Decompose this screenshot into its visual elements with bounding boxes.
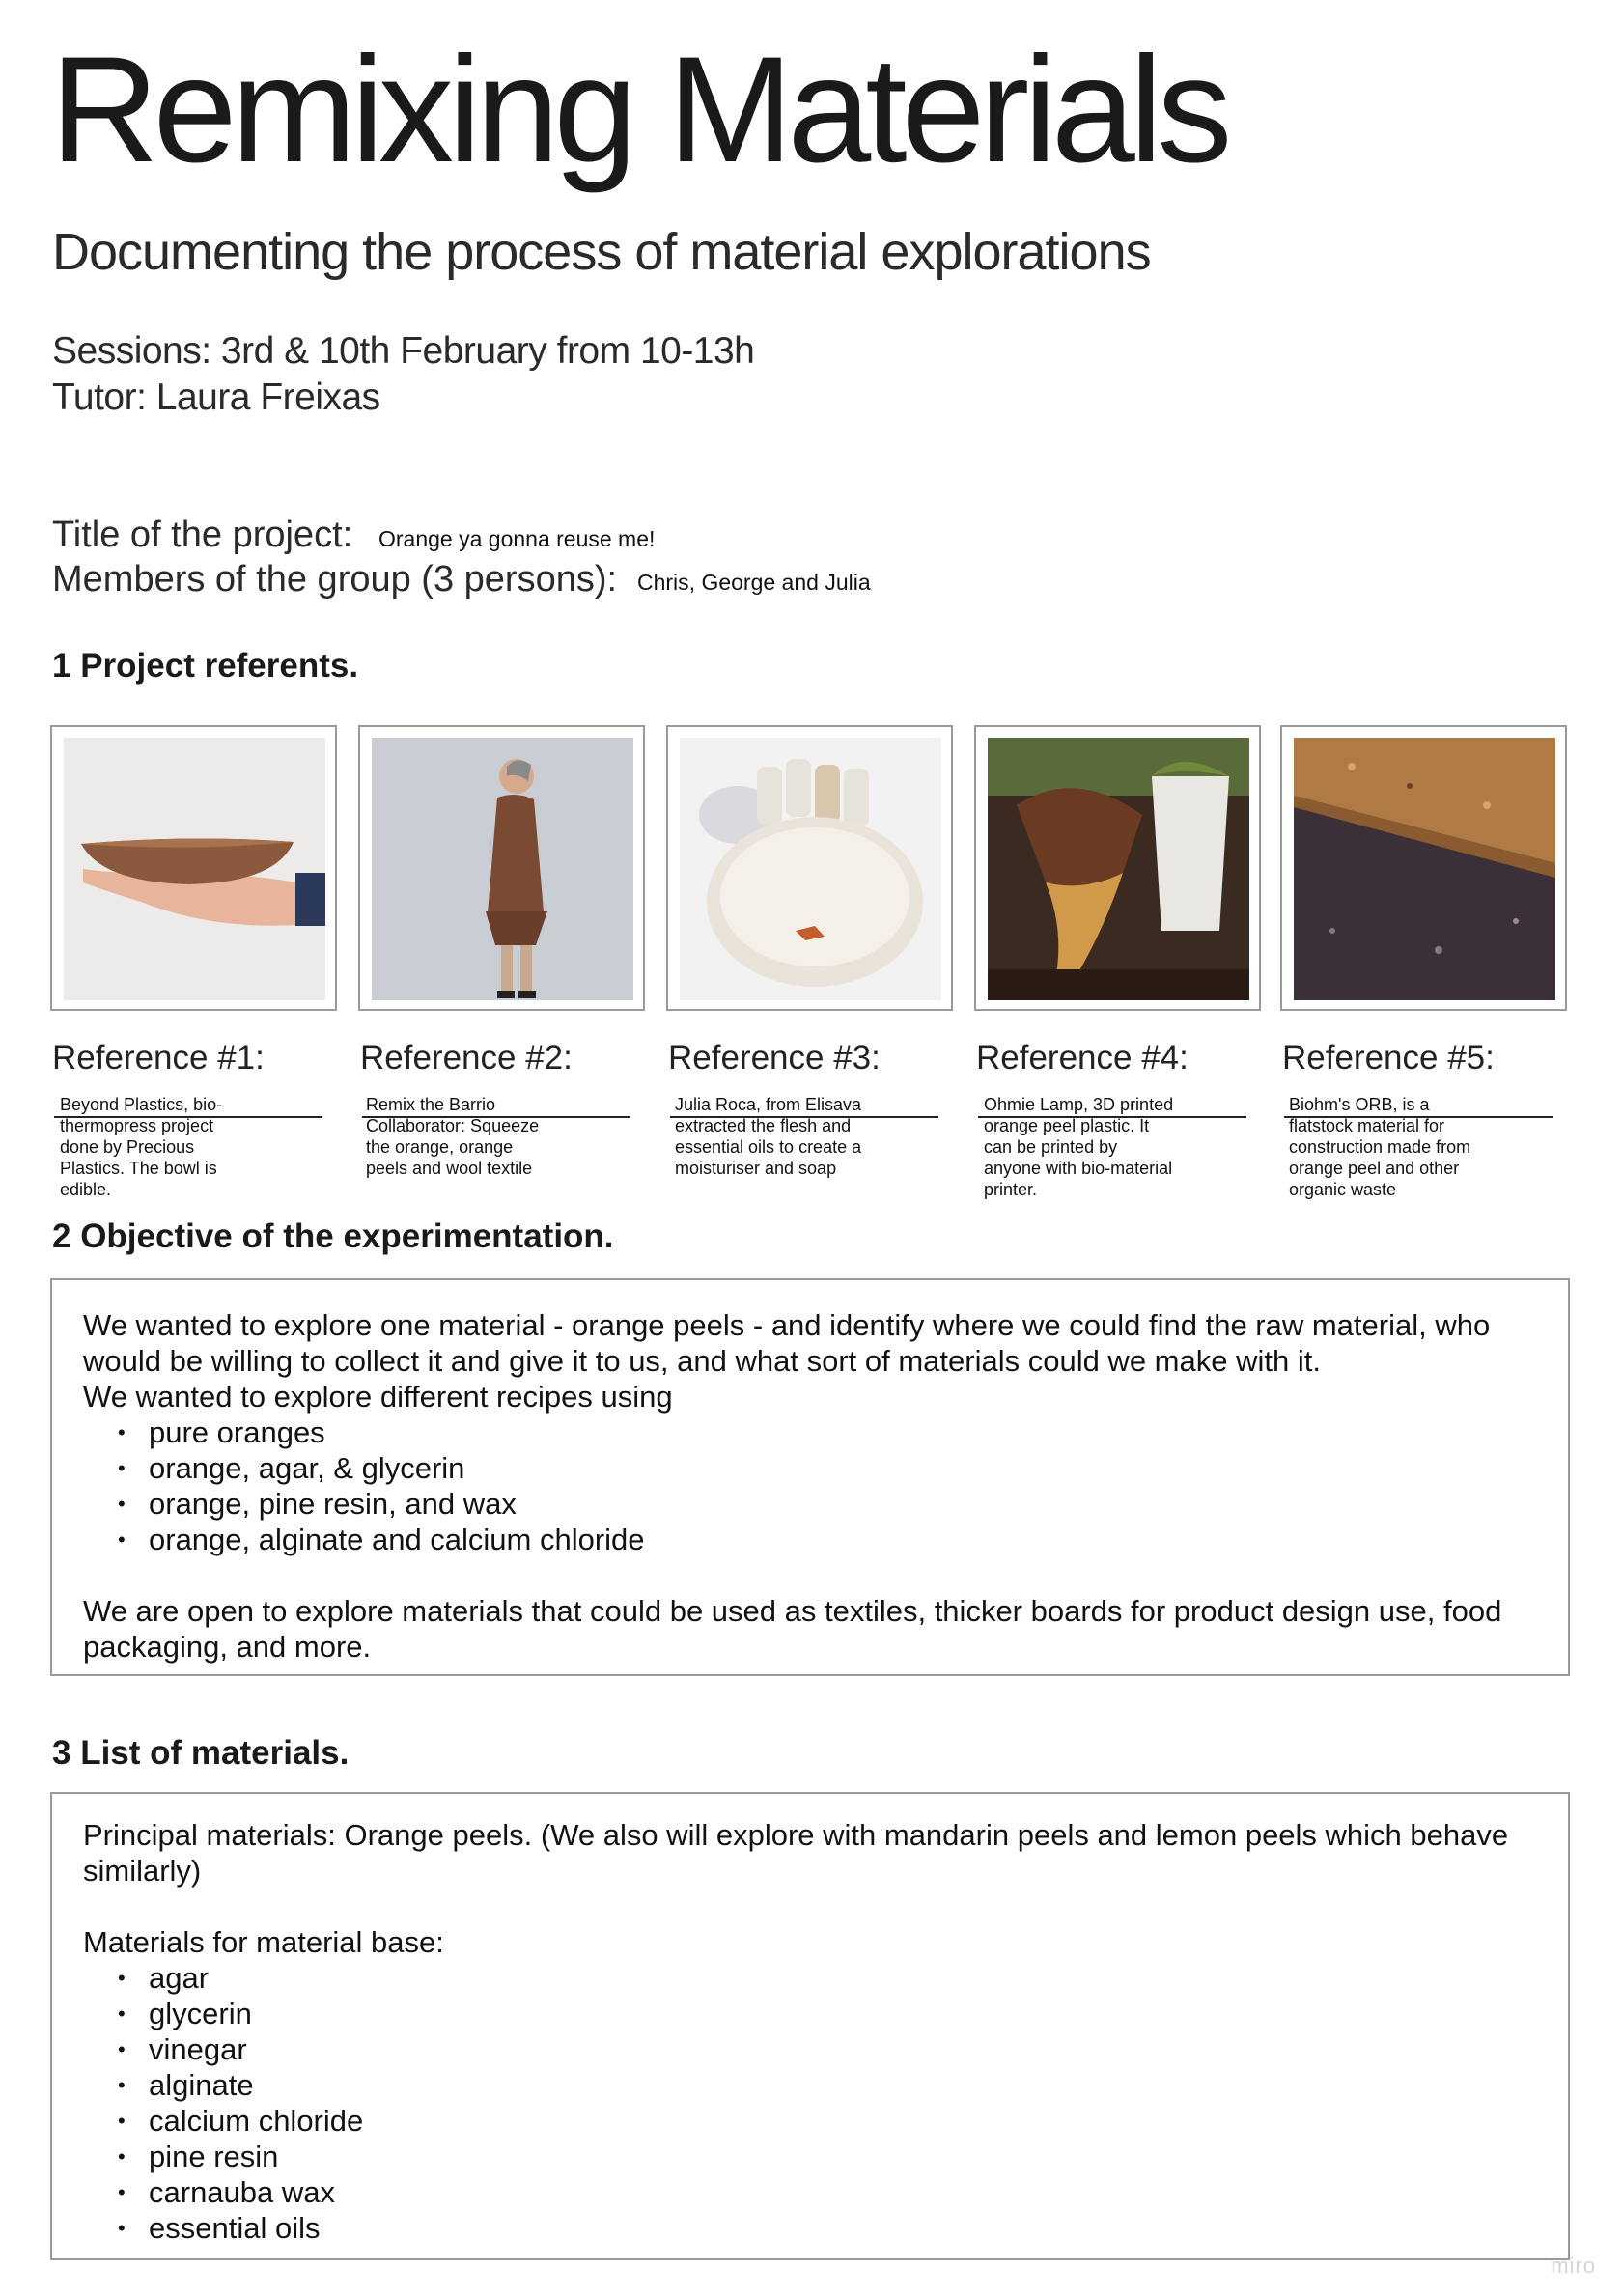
list-item: • vinegar	[118, 2031, 1539, 2067]
reference-card-2	[358, 725, 645, 1011]
section-heading-objective: 2 Objective of the experimentation.	[52, 1218, 614, 1255]
list-item: • carnauba wax	[118, 2174, 1539, 2210]
hand-holding-bowl-image	[64, 738, 325, 1000]
section-heading-materials: 3 List of materials.	[52, 1734, 350, 1772]
base-materials-intro: Materials for material base:	[83, 1925, 444, 1959]
materials-box	[50, 1792, 1570, 2260]
list-item: • essential oils	[118, 2210, 1539, 2246]
list-item: • agar	[118, 1960, 1539, 1996]
objective-outro: We are open to explore materials that could be used as textiles, thicker boards for product design use, food packaging, and more.	[83, 1594, 1502, 1664]
reference-label-4: Reference #4:	[976, 1039, 1189, 1077]
list-item: • pine resin	[118, 2139, 1539, 2174]
principal-materials: Principal materials: Orange peels. (We also will explore with mandarin peels and lemon peels which behave similarly)	[83, 1818, 1509, 1888]
page-title: Remixing Materials	[50, 26, 1227, 194]
project-title-label: Title of the project:	[52, 515, 353, 555]
reference-label-3: Reference #3:	[668, 1039, 881, 1077]
list-item: • orange, alginate and calcium chloride	[118, 1522, 1539, 1557]
list-item: • orange, agar, & glycerin	[118, 1450, 1539, 1486]
objective-text	[83, 1307, 1539, 1665]
tutor-line: Tutor: Laura Freixas	[52, 377, 380, 418]
members-value: Chris, George and Julia	[637, 570, 871, 595]
list-item: • orange, pine resin, and wax	[118, 1486, 1539, 1522]
orange-peel-lamp-image	[988, 738, 1249, 1000]
woman-in-textile-coat-image	[372, 738, 633, 1000]
reference-card-3	[666, 725, 953, 1011]
reference-label-5: Reference #5:	[1282, 1039, 1495, 1077]
project-title-value: Orange ya gonna reuse me!	[378, 526, 656, 551]
ceramic-bowl-and-cups-image	[680, 738, 941, 1000]
miro-watermark: miro	[1551, 2254, 1596, 2278]
members-label: Members of the group (3 persons):	[52, 559, 618, 600]
objective-box	[50, 1278, 1570, 1676]
reference-card-4	[974, 725, 1261, 1011]
session-info	[52, 328, 754, 421]
list-item: • glycerin	[118, 1996, 1539, 2031]
list-item: • calcium chloride	[118, 2103, 1539, 2139]
recipes-intro: We wanted to explore different recipes using	[83, 1380, 673, 1414]
section-heading-referents: 1 Project referents.	[52, 647, 359, 685]
objective-intro: We wanted to explore one material - orange peels - and identify where we could find the raw material, who would be willing to collect it and give it to us, and what sort of materials could we make with it.	[83, 1308, 1491, 1378]
list-item: • pure oranges	[118, 1414, 1539, 1450]
list-item: • alginate	[118, 2067, 1539, 2103]
sessions-line: Sessions: 3rd & 10th February from 10-13h	[52, 330, 755, 372]
flatstock-board-image	[1294, 738, 1555, 1000]
base-materials-list	[83, 1960, 1539, 2246]
recipes-list	[83, 1414, 1539, 1557]
materials-text	[83, 1817, 1539, 2246]
reference-description-5: Biohm's ORB, is a flatstock material for construction made from orange peel and other organic waste	[1289, 1095, 1471, 1199]
reference-description-1: Beyond Plastics, bio-thermopress project done by Precious Plastics. The bowl is edible.	[60, 1095, 223, 1199]
reference-card-1	[50, 725, 337, 1011]
reference-label-2: Reference #2:	[360, 1039, 573, 1077]
reference-description-2: Remix the Barrio Collaborator: Squeeze the orange, orange peels and wool textile	[366, 1095, 540, 1178]
reference-description-4: Ohmie Lamp, 3D printed orange peel plastic. It can be printed by anyone with bio-material printer.	[984, 1095, 1174, 1199]
reference-card-5	[1280, 725, 1567, 1011]
reference-description-3: Julia Roca, from Elisava extracted the flesh and essential oils to create a moisturiser and soap	[675, 1095, 862, 1178]
page-subtitle: Documenting the process of material explorations	[52, 223, 1151, 281]
reference-label-1: Reference #1:	[52, 1039, 265, 1077]
